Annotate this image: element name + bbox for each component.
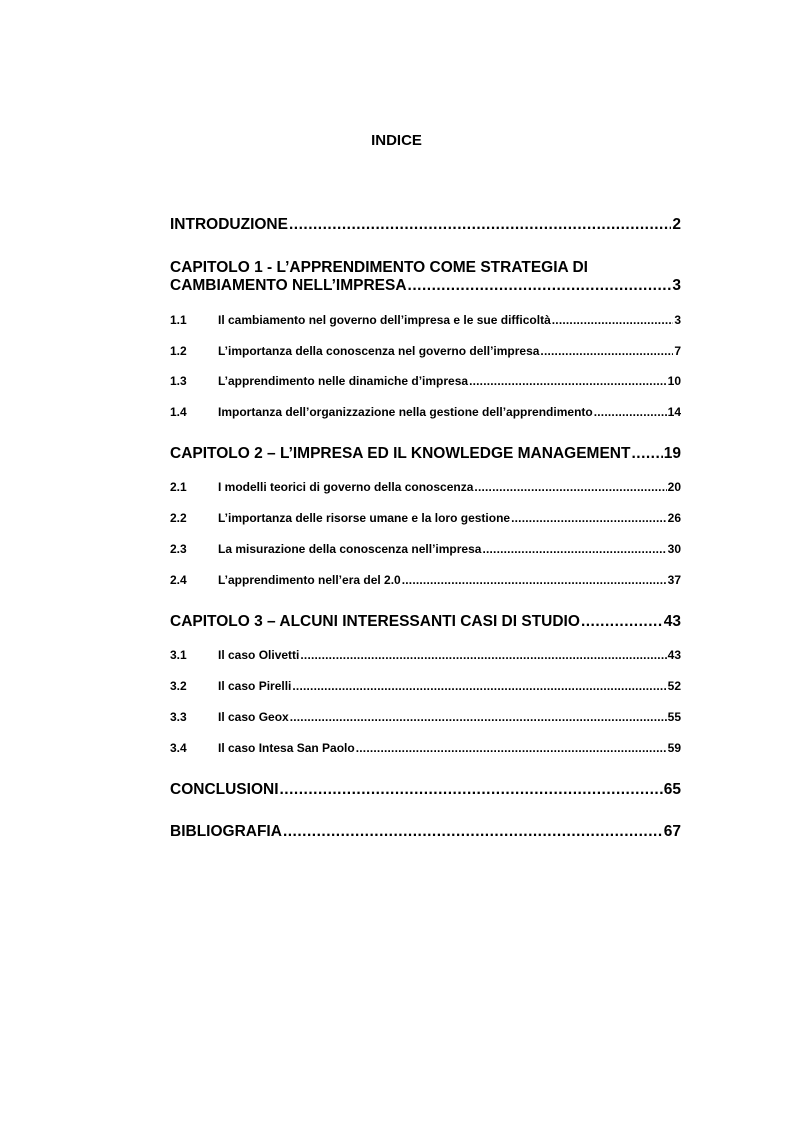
section-number: 3.3 (170, 710, 187, 724)
dot-leader (552, 313, 674, 327)
toc-page-number: 14 (667, 405, 681, 419)
dot-leader (408, 277, 672, 295)
toc-entry-3-3[interactable] (170, 710, 681, 724)
toc-entry-3-4[interactable] (170, 741, 681, 755)
dot-leader (356, 741, 667, 755)
section-number: 2.1 (170, 480, 187, 494)
toc-label: L’importanza della conoscenza nel governo dell’impresa (218, 344, 540, 358)
dot-leader (594, 405, 667, 419)
dot-leader (540, 344, 673, 358)
toc-entry-conclusioni[interactable] (170, 781, 681, 799)
dot-leader (289, 216, 671, 234)
toc-entry-introduzione[interactable] (170, 216, 681, 234)
toc-label: L’apprendimento nell’era del 2.0 (218, 573, 401, 587)
dot-leader (300, 648, 666, 662)
section-number: 1.3 (170, 374, 187, 388)
toc-label: CAPITOLO 2 – L’IMPRESA ED IL KNOWLEDGE MANAGEMENT (170, 445, 631, 462)
toc-label: CAPITOLO 3 – ALCUNI INTERESSANTI CASI DI STUDIO (170, 613, 580, 630)
toc-entry-2-2[interactable] (170, 511, 681, 525)
toc-entry-2-4[interactable] (170, 573, 681, 587)
toc-label: Importanza dell’organizzazione nella gestione dell’apprendimento (218, 405, 593, 419)
dot-leader (482, 542, 666, 556)
section-number: 3.4 (170, 741, 187, 755)
section-number: 1.1 (170, 313, 187, 327)
toc-entry-bibliografia[interactable] (170, 823, 681, 841)
dot-leader (474, 480, 666, 494)
toc-label: Il caso Olivetti (218, 648, 300, 662)
toc-entry-capitolo-3[interactable] (170, 613, 681, 631)
page-title: INDICE (371, 132, 422, 149)
toc-page-number: 19 (663, 445, 681, 462)
toc-page-number: 43 (663, 613, 681, 630)
toc-page-number: 65 (663, 781, 681, 798)
toc-entry-1-2[interactable] (170, 344, 681, 358)
toc-label: I modelli teorici di governo della conoscenza (218, 480, 474, 494)
toc-page-number: 59 (667, 741, 681, 755)
toc-page-number: 52 (667, 679, 681, 693)
section-number: 2.4 (170, 573, 187, 587)
toc-label-line2: CAMBIAMENTO NELL’IMPRESA (170, 277, 407, 294)
dot-leader (631, 445, 662, 463)
toc-label-line1: CAPITOLO 1 - L’APPRENDIMENTO COME STRATEGIA DI (170, 259, 588, 276)
section-number: 1.2 (170, 344, 187, 358)
toc-entry-capitolo-1[interactable] (170, 259, 681, 295)
section-number: 3.1 (170, 648, 187, 662)
toc-label: La misurazione della conoscenza nell’impresa (218, 542, 482, 556)
toc-entry-capitolo-2[interactable] (170, 445, 681, 463)
dot-leader (283, 823, 663, 841)
toc-label: INTRODUZIONE (170, 216, 288, 233)
toc-label: L’importanza delle risorse umane e la loro gestione (218, 511, 511, 525)
toc-page-number: 7 (674, 344, 681, 358)
toc-page-number: 30 (667, 542, 681, 556)
toc-label: Il cambiamento nel governo dell’impresa e le sue difficoltà (218, 313, 551, 327)
dot-leader (290, 710, 667, 724)
toc-label: Il caso Pirelli (218, 679, 292, 693)
toc-label: Il caso Geox (218, 710, 289, 724)
toc-page-number: 67 (663, 823, 681, 840)
toc-entry-3-1[interactable] (170, 648, 681, 662)
toc-label: L’apprendimento nelle dinamiche d’impresa (218, 374, 469, 388)
toc-page-number: 2 (672, 216, 681, 233)
dot-leader (402, 573, 667, 587)
section-number: 1.4 (170, 405, 187, 419)
toc-label: BIBLIOGRAFIA (170, 823, 282, 840)
section-number: 2.3 (170, 542, 187, 556)
toc-entry-2-1[interactable] (170, 480, 681, 494)
dot-leader (469, 374, 667, 388)
toc-entry-1-1[interactable] (170, 313, 681, 327)
toc-entry-1-4[interactable] (170, 405, 681, 419)
dot-leader (292, 679, 666, 693)
toc-entry-2-3[interactable] (170, 542, 681, 556)
section-number: 2.2 (170, 511, 187, 525)
toc-entry-1-3[interactable] (170, 374, 681, 388)
toc-label: CONCLUSIONI (170, 781, 279, 798)
toc-entry-3-2[interactable] (170, 679, 681, 693)
toc-page-number: 43 (667, 648, 681, 662)
toc-page-number: 26 (667, 511, 681, 525)
section-number: 3.2 (170, 679, 187, 693)
dot-leader (511, 511, 667, 525)
dot-leader (581, 613, 663, 631)
toc-page-number: 37 (667, 573, 681, 587)
toc-page-number: 20 (667, 480, 681, 494)
toc-page-number: 3 (674, 313, 681, 327)
toc-page-number: 55 (667, 710, 681, 724)
toc-page-number: 10 (667, 374, 681, 388)
dot-leader (280, 781, 663, 799)
toc-page-number: 3 (672, 277, 681, 294)
toc-label: Il caso Intesa San Paolo (218, 741, 355, 755)
